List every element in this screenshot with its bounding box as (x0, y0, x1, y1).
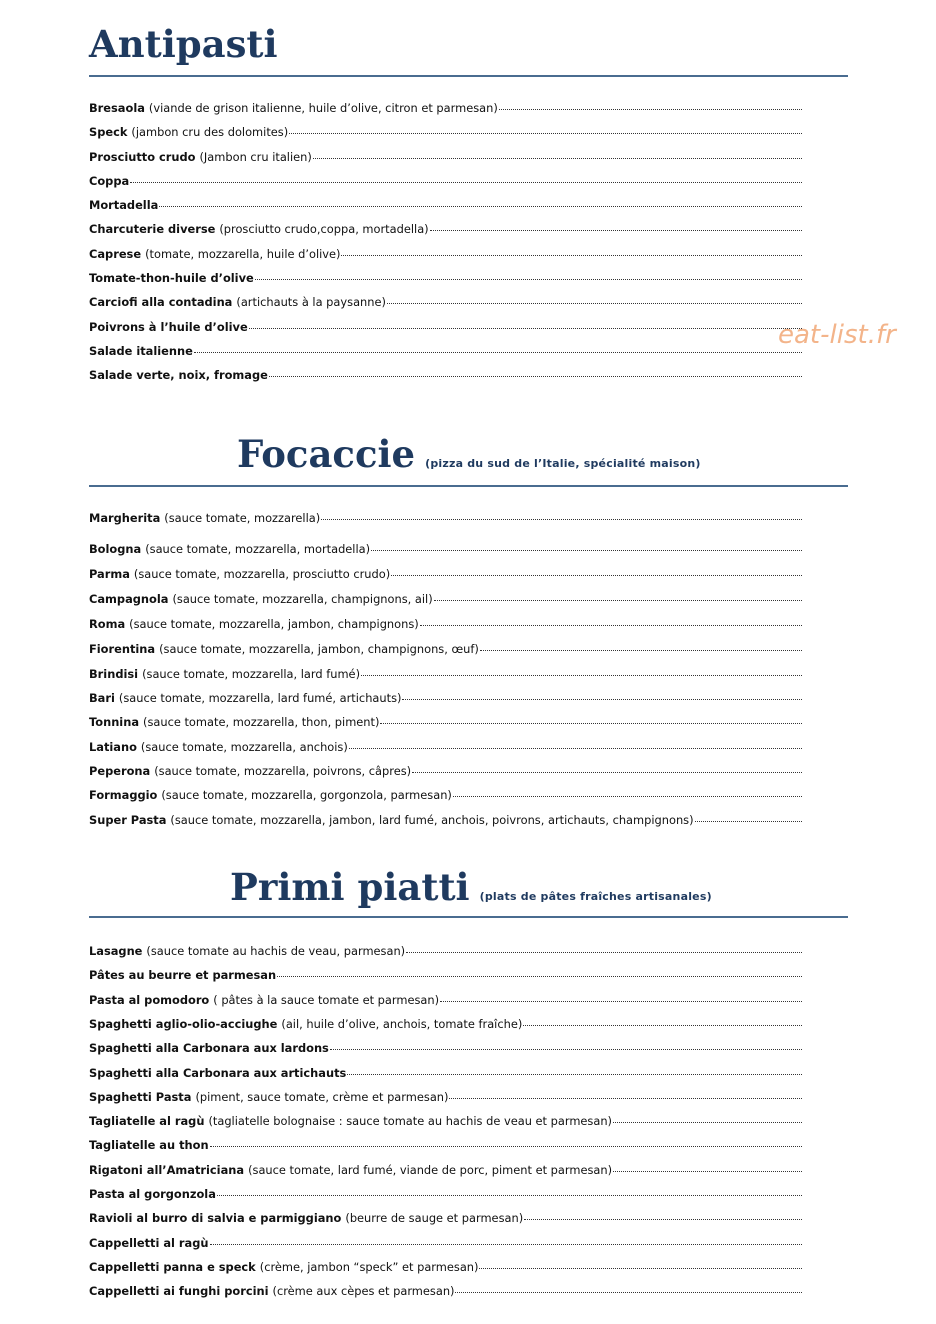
dot-leader (371, 549, 802, 551)
menu-item-description: (crème aux cèpes et parmesan) (272, 1284, 455, 1298)
dot-leader (613, 1121, 802, 1123)
dot-leader (380, 722, 802, 724)
menu-item-description: (sauce tomate, mozzarella, lard fumé, artichauts) (118, 691, 402, 705)
dot-leader (210, 1243, 803, 1245)
menu-item-name: Bresaola (89, 101, 145, 115)
menu-item-name: Fiorentina (89, 642, 156, 656)
menu-item-description: (sauce tomate, mozzarella, poivrons, câpres) (154, 764, 412, 778)
dot-leader (289, 132, 802, 134)
dot-leader (255, 278, 802, 280)
menu-item (89, 125, 802, 139)
dot-leader (430, 229, 802, 231)
menu-item (89, 511, 802, 525)
menu-item-description: (tomate, mozzarella, huile d’olive) (145, 247, 341, 261)
menu-item-name: Cappelletti al ragù (89, 1236, 209, 1250)
menu-item-name: Super Pasta (89, 813, 167, 827)
menu-item (89, 993, 802, 1007)
menu-item-name: Pasta al pomodoro (89, 993, 210, 1007)
dot-leader (523, 1024, 802, 1026)
menu-item (89, 320, 802, 334)
menu-item (89, 691, 802, 705)
menu-item (89, 617, 802, 631)
menu-item (89, 567, 802, 581)
dot-leader (434, 599, 802, 601)
menu-item-description: (crème, jambon “speck” et parmesan) (259, 1260, 479, 1274)
dot-leader (217, 1194, 802, 1196)
section-title: Primi piatti (230, 865, 470, 909)
section-header (89, 22, 848, 76)
menu-item-name: Pasta al gorgonzola (89, 1187, 216, 1201)
menu-item (89, 198, 802, 212)
menu-item-description: (sauce tomate, mozzarella, lard fumé) (142, 667, 361, 681)
dot-leader (277, 975, 802, 977)
section-rule (89, 485, 848, 487)
dot-leader (499, 108, 802, 110)
menu-item-description: (sauce tomate, mozzarella, gorgonzola, parmesan) (161, 788, 452, 802)
menu-item (89, 813, 802, 827)
dot-leader (159, 205, 802, 207)
menu-item (89, 1090, 802, 1104)
menu-item-description: (sauce tomate au hachis de veau, parmesan) (146, 944, 406, 958)
menu-item-name: Spaghetti alla Carbonara aux lardons (89, 1041, 329, 1055)
menu-item-name: Caprese (89, 247, 142, 261)
menu-item-name: Carciofi alla contadina (89, 295, 233, 309)
menu-item (89, 764, 802, 778)
menu-item-name: Brindisi (89, 667, 139, 681)
menu-item (89, 968, 802, 982)
menu-item (89, 740, 802, 754)
menu-item-name: Prosciutto crudo (89, 150, 196, 164)
menu-item-name: Cappelletti ai funghi porcini (89, 1284, 269, 1298)
dot-leader (387, 302, 802, 304)
menu-item-name: Spaghetti alla Carbonara aux artichauts (89, 1066, 347, 1080)
menu-item (89, 715, 802, 729)
menu-item-description: (beurre de sauge et parmesan) (345, 1211, 524, 1225)
menu-item-name: Spaghetti aglio-olio-acciughe (89, 1017, 278, 1031)
menu-item (89, 295, 802, 309)
dot-leader (453, 795, 802, 797)
menu-item-description: (artichauts à la paysanne) (236, 295, 386, 309)
dot-leader (349, 747, 802, 749)
menu-item-name: Roma (89, 617, 126, 631)
dot-leader (455, 1291, 802, 1293)
menu-item (89, 542, 802, 556)
menu-item (89, 368, 802, 382)
menu-item-name: Tomate-thon-huile d’olive (89, 271, 254, 285)
menu-item-name: Cappelletti panna e speck (89, 1260, 256, 1274)
dot-leader (313, 157, 802, 159)
menu-item-name: Charcuterie diverse (89, 222, 216, 236)
dot-leader (210, 1145, 802, 1147)
menu-item-name: Parma (89, 567, 130, 581)
menu-item (89, 101, 802, 115)
dot-leader (321, 518, 802, 520)
menu-item-name: Campagnola (89, 592, 169, 606)
dot-leader (402, 698, 802, 700)
menu-item (89, 944, 802, 958)
dot-leader (130, 181, 802, 183)
menu-item-name: Margherita (89, 511, 161, 525)
menu-item-description: (sauce tomate, mozzarella, anchois) (140, 740, 348, 754)
menu-item-description: ( pâtes à la sauce tomate et parmesan) (213, 993, 440, 1007)
menu-item-description: (prosciutto crudo,coppa, mortadella) (219, 222, 429, 236)
menu-item-name: Lasagne (89, 944, 143, 958)
menu-item (89, 1187, 802, 1201)
menu-item-name: Formaggio (89, 788, 158, 802)
menu-item (89, 1138, 802, 1152)
menu-item-name: Pâtes au beurre et parmesan (89, 968, 277, 982)
menu-item-name: Salade italienne (89, 344, 193, 358)
menu-item-description: (Jambon cru italien) (199, 150, 312, 164)
menu-item-name: Mortadella (89, 198, 159, 212)
menu-item (89, 1066, 802, 1080)
section-subtitle: (pizza du sud de l’Italie, spécialité maison) (425, 457, 701, 470)
menu-item-name: Speck (89, 125, 128, 139)
menu-item-name: Bari (89, 691, 115, 705)
menu-item (89, 150, 802, 164)
dot-leader (449, 1097, 802, 1099)
dot-leader (347, 1073, 802, 1075)
menu-item-description: (ail, huile d’olive, anchois, tomate fraîche) (281, 1017, 523, 1031)
menu-item-description: (jambon cru des dolomites) (131, 125, 289, 139)
menu-item (89, 1260, 802, 1274)
menu-item-name: Rigatoni all’Amatriciana (89, 1163, 245, 1177)
dot-leader (406, 951, 802, 953)
menu-item-description: (sauce tomate, mozzarella, prosciutto crudo) (133, 567, 391, 581)
menu-item (89, 1017, 802, 1031)
menu-item (89, 1163, 802, 1177)
menu-item-name: Latiano (89, 740, 137, 754)
menu-item (89, 667, 802, 681)
dot-leader (420, 624, 802, 626)
menu-item-description: (sauce tomate, lard fumé, viande de porc, piment et parmesan) (248, 1163, 613, 1177)
menu-item-name: Peperona (89, 764, 151, 778)
dot-leader (361, 674, 802, 676)
dot-leader (440, 1000, 802, 1002)
menu-item (89, 271, 802, 285)
menu-item-description: (tagliatelle bolognaise : sauce tomate au hachis de veau et parmesan) (208, 1114, 612, 1128)
menu-item-description: (sauce tomate, mozzarella, mortadella) (145, 542, 371, 556)
dot-leader (341, 254, 802, 256)
menu-item (89, 1284, 802, 1298)
dot-leader (412, 771, 802, 773)
dot-leader (480, 649, 802, 651)
watermark: eat-list.fr (778, 320, 896, 350)
dot-leader (269, 375, 802, 377)
dot-leader (524, 1218, 802, 1220)
menu-item-name: Tonnina (89, 715, 139, 729)
menu-item-description: (viande de grison italienne, huile d’olive, citron et parmesan) (148, 101, 498, 115)
menu-item-name: Tagliatelle au thon (89, 1138, 209, 1152)
menu-item-name: Ravioli al burro di salvia e parmiggiano (89, 1211, 342, 1225)
dot-leader (613, 1170, 802, 1172)
menu-item (89, 247, 802, 261)
menu-item-name: Poivrons à l’huile d’olive (89, 320, 248, 334)
menu-item-name: Bologna (89, 542, 142, 556)
menu-item-description: (piment, sauce tomate, crème et parmesan) (195, 1090, 449, 1104)
menu-item (89, 344, 802, 358)
menu-item-name: Salade verte, noix, fromage (89, 368, 268, 382)
dot-leader (479, 1267, 802, 1269)
dot-leader (330, 1048, 802, 1050)
menu-item-description: (sauce tomate, mozzarella, thon, piment) (143, 715, 380, 729)
menu-item-name: Tagliatelle al ragù (89, 1114, 205, 1128)
section-primi-piatti (89, 865, 848, 1298)
menu-item (89, 174, 802, 188)
menu-item (89, 788, 802, 802)
menu-item (89, 1236, 802, 1250)
menu-item-name: Coppa (89, 174, 130, 188)
menu-item (89, 222, 802, 236)
dot-leader (391, 574, 802, 576)
section-header (89, 865, 848, 919)
menu-item-description: (sauce tomate, mozzarella, jambon, champignons) (129, 617, 419, 631)
section-rule (89, 916, 848, 918)
menu-item (89, 642, 802, 656)
menu-item-name: Spaghetti Pasta (89, 1090, 192, 1104)
menu-item-description: (sauce tomate, mozzarella, jambon, champignons, œuf) (159, 642, 479, 656)
section-focaccie (89, 432, 848, 827)
section-rule (89, 75, 848, 77)
dot-leader (249, 327, 802, 329)
menu-item-description: (sauce tomate, mozzarella, jambon, lard fumé, anchois, poivrons, artichauts, champignons) (170, 813, 694, 827)
menu-item-description: (sauce tomate, mozzarella) (164, 511, 321, 525)
section-title: Antipasti (89, 22, 278, 66)
menu-item (89, 1041, 802, 1055)
section-title: Focaccie (237, 432, 416, 476)
menu-item (89, 592, 802, 606)
menu-item (89, 1114, 802, 1128)
section-header (89, 432, 848, 486)
dot-leader (194, 351, 802, 353)
menu-item-description: (sauce tomate, mozzarella, champignons, ail) (172, 592, 433, 606)
section-subtitle: (plats de pâtes fraîches artisanales) (479, 890, 712, 903)
dot-leader (695, 820, 802, 822)
menu-item (89, 1211, 802, 1225)
